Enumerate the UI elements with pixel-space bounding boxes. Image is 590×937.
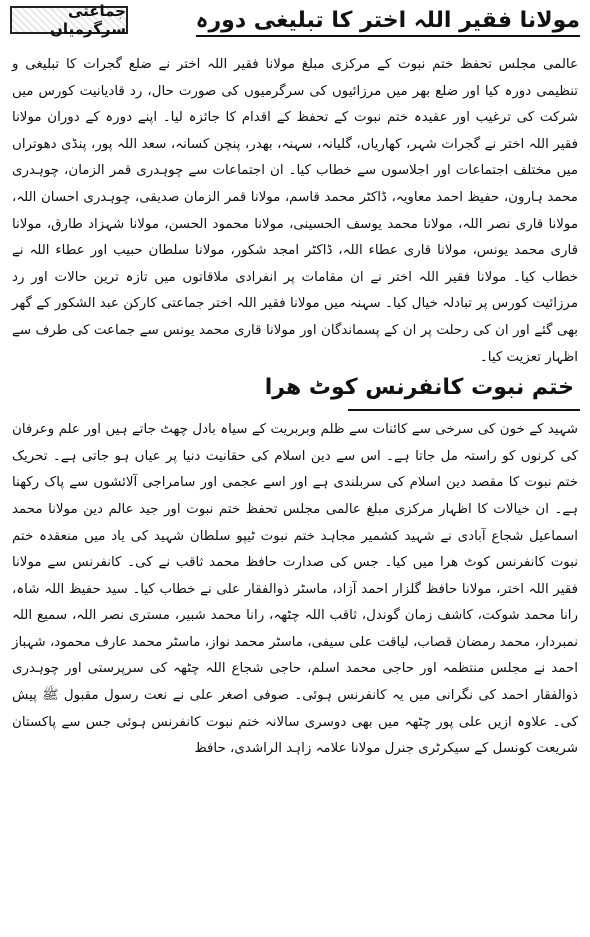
article-body: عالمی مجلس تحفظ ختم نبوت کے مرکزی مبلغ مولانا فقیر اللہ اختر نے ضلع گجرات کا تبلیغی و تنظیمی دورہ کیا اور ضلع بھر میں مرزائیوں کی سرگرمیوں کی صورت حال، رد قادیانیت کورس میں شرکت کی ترغیب اور عقیدہ ختم نبوت کے تحفظ کے اقدام کا جائزہ لیا۔ اپنے دورہ کے دوران مولانا فقیر اللہ اختر نے گجرات شہر، کھاریاں، گلیانہ، سہنہ، بھدر، پنچن کسانہ، سعد اللہ پور، پنڈی دھوتراں میں مختلف اجتماعات اور اجلاسوں سے خطاب کیا۔ ان اجتماعات سے چوہدری قمر الزمان، چوہدری محمد ہارون، حفیظ احمد معاویہ، ڈاکٹر محمد قاسم، مولانا قمر الزمان صدیقی، چوہدری احسان اللہ، مولانا قاری نصر اللہ، مولانا محمد یوسف الحسینی، مولانا محمود الحسن، مولانا شہزاد طارق، مولانا قاری محمد یونس، مولانا قاری عطاء اللہ، ڈاکٹر امجد شکور، مولانا سلطان حبیب اور عطاء اللہ نے خطاب کیا۔ مولانا فقیر اللہ اختر نے ان مقامات پر انفرادی ملاقاتوں میں تازہ ترین حالات اور رد مرزائیت کورس پر تبادلہ خیال کیا۔ سہنہ میں مولانا فقیر اللہ اختر جماعتی کارکن عبد الشکور کے گھر بھی گئے اور ان کی رحلت پر ان کے پسماندگان اور مولانا قاری محمد یونس سے جماعت کی طرف سے اظہار تعزیت کیا۔ [12, 57, 578, 365]
article-title: مولانا فقیر اللہ اختر کا تبلیغی دورہ [196, 8, 580, 37]
section-title: ختم نبوت کانفرنس کوٹ ھرا [348, 375, 580, 411]
section-title-row [10, 375, 580, 411]
section-body: شہید کے خون کی سرخی سے کائنات سے ظلم وبربریت کے سیاہ بادل چھٹ جاتے ہیں اور علم وعرفان کی کرنوں کو راستہ مل جاتا ہے۔ اس سے دین اسلام کی حقانیت دنیا پر عیاں ہو جاتی ہے۔ تحریک ختم نبوت کا مقصد دین اسلام کی سربلندی ہے اور اسے عجمی اور سامراجی آلائشوں سے پاک رکھنا ہے۔ ان خیالات کا اظہار مرکزی مبلغ عالمی مجلس تحفظ ختم نبوت اور جید عالم دین مولانا محمد اسماعیل شجاع آبادی نے شہید کشمیر مجاہد ختم نبوت ٹیپو سلطان شہید کی یاد میں منعقدہ ختم نبوت کانفرنس کوٹ ھرا میں کیا۔ جس کی صدارت حافظ محمد ثاقب نے کی۔ کانفرنس سے مولانا فقیر اللہ اختر، مولانا حافظ گلزار احمد آزاد، ماسٹر ذوالفقار علی نے خطاب کیا۔ سید حفیظ اللہ شاہ، رانا محمد شوکت، کاشف زمان گوندل، ثاقب اللہ چٹھہ، رانا محمد شبیر، مستری نصر اللہ، سمیع اللہ نمبردار، محمد رمضان قصاب، لیاقت علی سیفی، ماسٹر محمد نواز، ماسٹر محمد عارف محمود، شہباز احمد نے مجلس منتظمہ اور حاجی محمد اسلم، حاجی شجاع اللہ چٹھہ کی سرپرستی اور چوہدری ذوالفقار احمد کی نگرانی میں یہ کانفرنس ہوئی۔ صوفی اصغر علی نے نعت رسول مقبول ﷺ پیش کی۔ علاوہ ازیں علی پور چٹھہ میں بھی دوسری سالانہ ختم نبوت کانفرنس ہوئی جس سے پاکستان شریعت کونسل کے سیکرٹری جنرل مولانا علامہ زاہد الراشدی، حافظ [12, 422, 578, 757]
section-brand-label: جماعتی سرگرمیاں [10, 6, 128, 34]
header-row [10, 2, 580, 46]
